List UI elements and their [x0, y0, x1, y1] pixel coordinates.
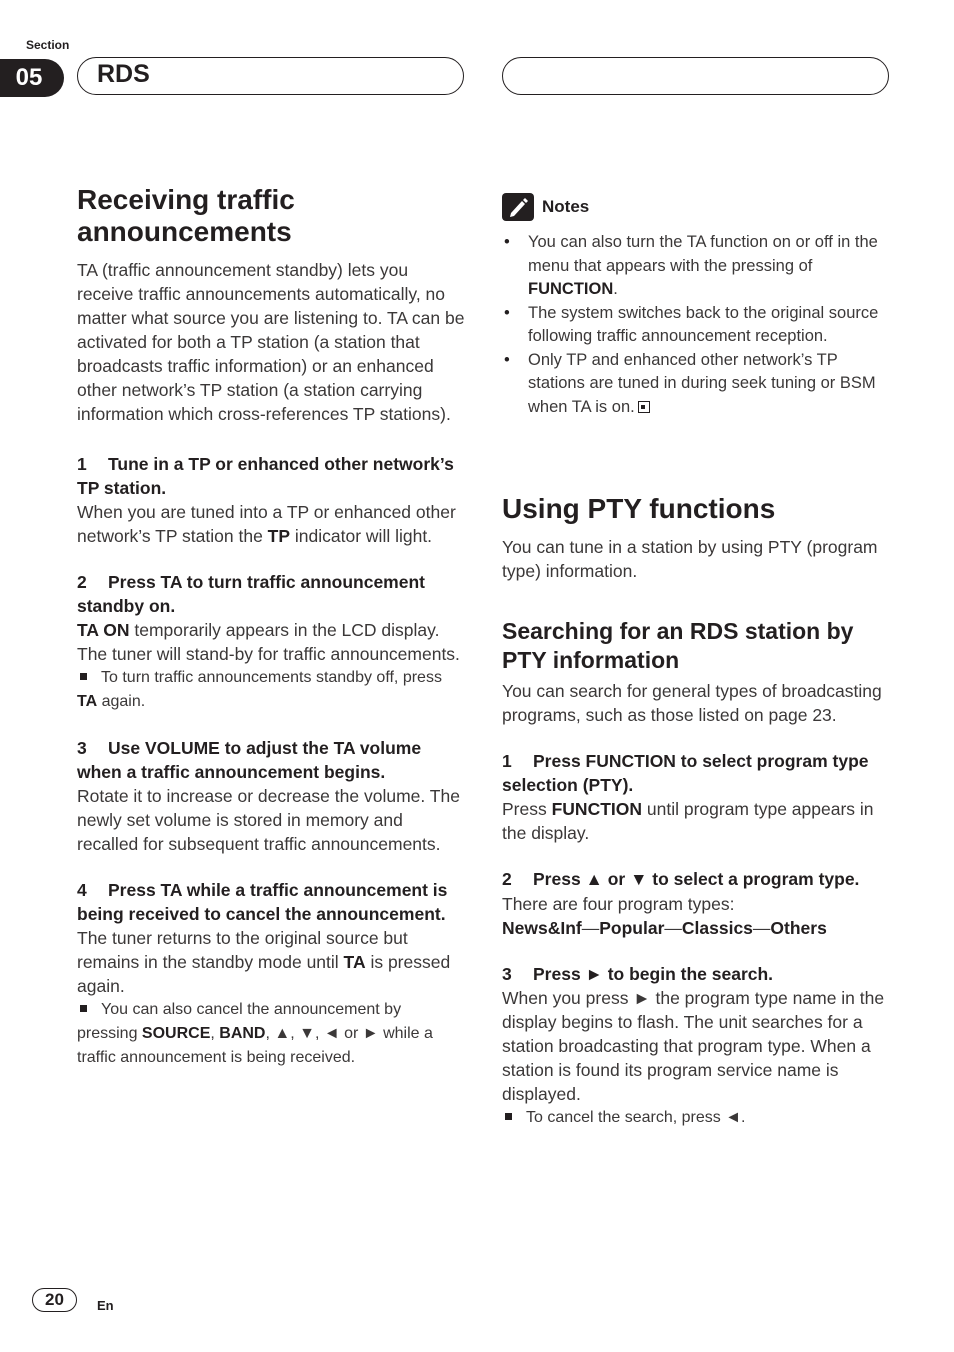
bullet-square-icon	[80, 1005, 87, 1012]
bullet-square-icon	[505, 1113, 512, 1120]
note-item: • Only TP and enhanced other network’s TP stations are tuned in during seek tuning or BSM when TA is on.	[502, 349, 890, 420]
language-label: En	[97, 1298, 114, 1313]
header-right-frame	[502, 57, 889, 95]
step-1-body: When you are tuned into a TP or enhanced other network’s TP station the TP indicator will light.	[77, 502, 456, 546]
traffic-heading: Receiving traffic announcements	[77, 184, 295, 247]
traffic-intro: TA (traffic announcement standby) lets you receive traffic announcements automatically, no matter what source you are listening to. TA can be activated for both a TP station (a station that broadcasts traffic information) or an enhanced other network’s TP station (a station carrying information which cross-references TP stations).	[77, 260, 465, 424]
pty-heading: Using PTY functions	[502, 493, 776, 524]
step-1-title: 1 Tune in a TP or enhanced other network’s TP station.	[77, 454, 454, 498]
section-label: Section	[26, 38, 70, 52]
pty-step-1-title: 1 Press FUNCTION to select program type selection (PTY).	[502, 751, 869, 795]
notes-header	[502, 193, 890, 221]
pty-step-3-note: To cancel the search, press ◄.	[502, 1106, 890, 1130]
right-column	[502, 193, 890, 1130]
step-2-title: 2 Press TA to turn traffic announcement standby on.	[77, 572, 425, 616]
note-item: • The system switches back to the original source following traffic announcement reception.	[502, 302, 890, 349]
notes-list	[502, 231, 890, 419]
step-4-title: 4 Press TA while a traffic announcement is being received to cancel the announcement.	[77, 880, 448, 924]
search-intro: You can search for general types of broadcasting programs, such as those listed on page 23.	[502, 681, 882, 725]
section-title: RDS	[97, 60, 150, 88]
step-2-body: TA ON temporarily appears in the LCD display. The tuner will stand-by for traffic announcements.	[77, 620, 460, 664]
pencil-notes-icon	[502, 193, 534, 221]
pty-step-3-title: 3 Press ► to begin the search.	[502, 963, 774, 984]
search-heading: Searching for an RDS station by PTY information	[502, 618, 854, 673]
section-number-badge: 05	[0, 59, 64, 97]
step-3-body: Rotate it to increase or decrease the volume. The newly set volume is stored in memory and recalled for subsequent traffic announcements.	[77, 786, 460, 854]
program-types: News&Inf—Popular—Classics—Others	[502, 917, 827, 938]
pty-step-2-body: There are four program types:	[502, 893, 735, 914]
bullet-square-icon	[80, 673, 87, 680]
note-item: • You can also turn the TA function on or off in the menu that appears with the pressing of FUNCTION.	[502, 231, 890, 302]
step-4-note: You can also cancel the announcement by pressing SOURCE, BAND, ▲, ▼, ◄ or ► while a traffic announcement is being received.	[77, 1001, 433, 1066]
page-number: 20	[32, 1288, 77, 1312]
step-4-body: The tuner returns to the original source but remains in the standby mode until TA is pressed again.	[77, 928, 451, 996]
notes-title: Notes	[542, 197, 590, 216]
pty-intro: You can tune in a station by using PTY (program type) information.	[502, 537, 878, 581]
end-mark-icon	[638, 401, 650, 413]
step-3-title: 3 Use VOLUME to adjust the TA volume when a traffic announcement begins.	[77, 738, 422, 782]
step-2-note: To turn traffic announcements standby off, press TA again.	[77, 669, 442, 710]
pty-step-3-body: When you press ► the program type name in the display begins to flash. The unit searches for a station broadcasting that program type. When a station is found its program service name is displayed.	[502, 988, 885, 1104]
pty-step-2-title: 2 Press ▲ or ▼ to select a program type.	[502, 869, 860, 889]
left-column	[77, 184, 465, 1070]
pty-step-1-body: Press FUNCTION until program type appears in the display.	[502, 799, 874, 843]
